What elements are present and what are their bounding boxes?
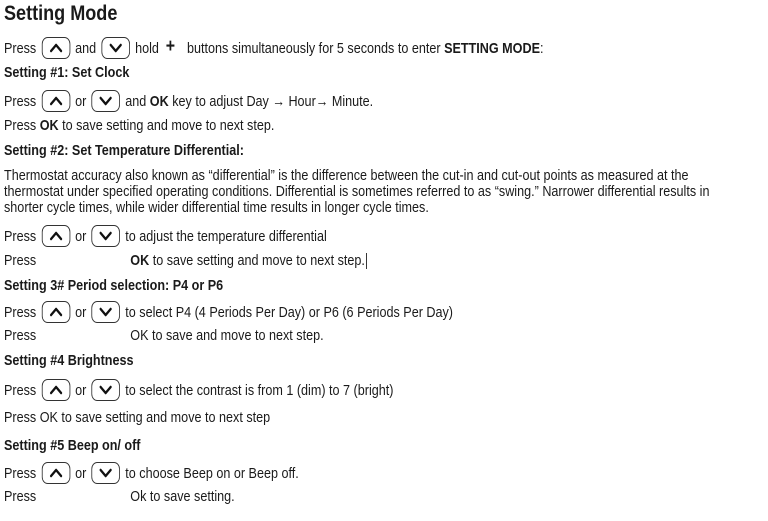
paragraph-line: thermostat under specified operating conditions. Differential is sometimes referred to as “swing.” Narrower differential results in: [4, 183, 710, 200]
instruction-text: Ok to save setting.: [130, 488, 235, 505]
setting-mode-label: SETTING MODE: [444, 39, 540, 57]
press-label: Press: [4, 117, 40, 134]
setting-4-heading: Setting #4 Brightness: [4, 352, 134, 369]
page-title: Setting Mode: [4, 2, 118, 25]
down-arrow-key-icon: [101, 37, 130, 59]
instruction-text: to select P4 (4 Periods Per Day) or P6 (6 Periods Per Day): [125, 303, 454, 321]
plus-key-icon: +: [165, 36, 176, 57]
setting-3-line2: [4, 327, 324, 345]
press-label: Press: [4, 488, 37, 505]
and-label: and: [125, 92, 150, 110]
setting-1-line1: [4, 91, 373, 113]
up-arrow-key-icon: [41, 90, 70, 112]
up-arrow-key-icon: [41, 225, 70, 247]
setting-5-line2: [4, 488, 235, 506]
up-arrow-key-icon: [41, 37, 70, 59]
setting-2-line1: [4, 226, 327, 248]
press-label: Press: [4, 227, 37, 245]
setting-2-heading: Setting #2: Set Temperature Differential:: [4, 142, 244, 159]
press-label: Press: [4, 303, 37, 321]
or-label: or: [75, 92, 87, 110]
or-label: or: [75, 464, 87, 482]
paragraph-line: shorter cycle times, while wider differential time results in longer cycle times.: [4, 199, 429, 216]
down-arrow-key-icon: [92, 90, 121, 112]
intro-rest: buttons simultaneously for 5 seconds to enter: [187, 39, 445, 57]
setting-3-line1: [4, 302, 453, 324]
intro-colon: :: [539, 39, 544, 57]
instruction-text: OK to save and move to next step.: [130, 327, 324, 344]
down-arrow-key-icon: [92, 225, 121, 247]
instruction-text: to select the contrast is from 1 (dim) to 7 (bright): [125, 381, 394, 399]
or-label: or: [75, 303, 87, 321]
down-arrow-key-icon: [92, 379, 121, 401]
text-cursor: [366, 253, 367, 269]
ok-key-label: OK: [39, 117, 59, 134]
press-label: Press: [4, 92, 37, 110]
ok-key-label: OK: [130, 252, 150, 269]
intro-press: Press: [4, 39, 37, 57]
up-arrow-key-icon: [41, 301, 70, 323]
down-arrow-key-icon: [92, 301, 121, 323]
instruction-text: to save setting and move to next step.: [149, 252, 365, 269]
setting-5-line1: [4, 463, 299, 485]
setting-1-heading: Setting #1: Set Clock: [4, 64, 130, 81]
setting-3-heading: Setting 3# Period selection: P4 or P6: [4, 277, 224, 294]
press-label: Press: [4, 252, 37, 269]
up-arrow-key-icon: [41, 379, 70, 401]
instruction-text: to choose Beep on or Beep off.: [125, 464, 299, 482]
paragraph-line: Thermostat accuracy also known as “differential” is the difference between the cut-in and cut-out points as measured at the: [4, 167, 689, 184]
ok-key-label: OK: [149, 92, 169, 110]
instruction-text: key to adjust Day → Hour→ Minute.: [168, 92, 374, 110]
or-label: or: [75, 227, 87, 245]
instruction-text: to adjust the temperature differential: [125, 227, 327, 245]
setting-4-line1: [4, 380, 393, 402]
intro-line: [4, 38, 543, 60]
setting-2-line2: [4, 252, 367, 270]
setting-5-heading: Setting #5 Beep on/ off: [4, 437, 141, 454]
setting-4-line2: Press OK to save setting and move to next step: [4, 409, 271, 426]
intro-and: and: [75, 39, 97, 57]
down-arrow-key-icon: [92, 462, 121, 484]
intro-hold: hold: [135, 39, 159, 57]
setting-1-line2: [4, 117, 274, 135]
up-arrow-key-icon: [41, 462, 70, 484]
differential-paragraph: [4, 168, 752, 216]
press-label: Press: [4, 464, 37, 482]
press-label: Press: [4, 381, 37, 399]
press-label: Press: [4, 327, 37, 344]
or-label: or: [75, 381, 87, 399]
instruction-text: to save setting and move to next step.: [58, 117, 275, 134]
